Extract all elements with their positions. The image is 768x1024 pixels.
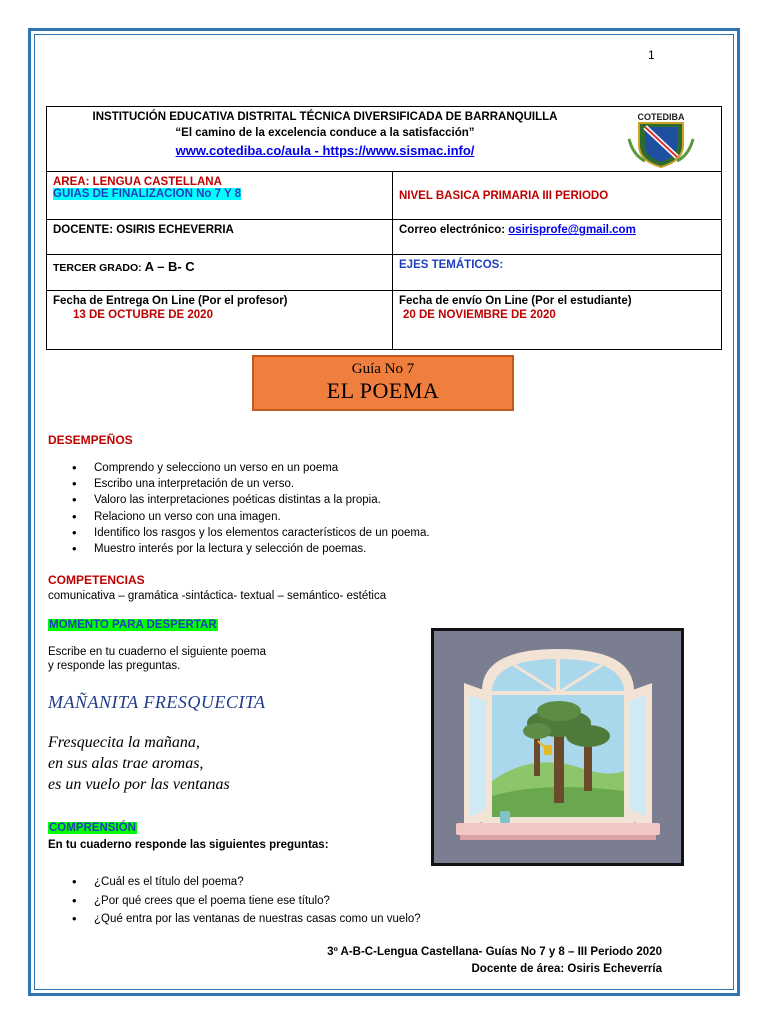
question-item: • ¿Por qué crees que el poema tiene ese título? bbox=[72, 892, 421, 911]
question-list bbox=[72, 873, 421, 929]
grade-cell bbox=[47, 254, 393, 290]
list-item: • Valoro las interpretaciones poéticas distintas a la propia. bbox=[72, 492, 430, 508]
list-item: • Relaciono un verso con una imagen. bbox=[72, 509, 430, 525]
grade-label: TERCER GRADO: bbox=[53, 261, 145, 274]
poem-body bbox=[48, 732, 230, 795]
desempenos-list bbox=[72, 460, 430, 557]
delivery-date: 13 DE OCTUBRE DE 2020 bbox=[73, 309, 213, 322]
comprension-title: COMPRENSIÓN bbox=[49, 822, 136, 834]
momento-title: MOMENTO PARA DESPERTAR bbox=[49, 619, 217, 631]
momento-line-1: Escribe en tu cuaderno el siguiente poema bbox=[48, 646, 267, 658]
desempenos-title: DESEMPEÑOS bbox=[48, 433, 133, 447]
page-footer bbox=[327, 944, 662, 978]
page-number: 1 bbox=[648, 48, 655, 62]
level-cell bbox=[393, 171, 722, 220]
logo-text: COTEDIBA bbox=[637, 112, 685, 122]
area-label: AREA: LENGUA CASTELLANA bbox=[53, 175, 222, 188]
institution-header bbox=[47, 107, 722, 172]
email-link[interactable]: osirisprofe@gmail.com bbox=[508, 224, 636, 237]
level-label: NIVEL BASICA PRIMARIA III PERIODO bbox=[399, 189, 609, 202]
teacher-label: DOCENTE: OSIRIS ECHEVERRIA bbox=[53, 224, 234, 237]
send-label: Fecha de envío On Line (Por el estudiante) bbox=[399, 295, 632, 308]
themes-label: EJES TEMÁTICOS: bbox=[399, 258, 504, 271]
list-item: • Escribo una interpretación de un verso. bbox=[72, 476, 430, 492]
guides-label: GUIAS DE FINALIZACION No 7 Y 8 bbox=[53, 187, 242, 200]
poem-line: Fresquecita la mañana, bbox=[48, 734, 200, 751]
momento-line-2: y responde las preguntas. bbox=[48, 660, 181, 672]
poem-line: en sus alas trae aromas, bbox=[48, 755, 204, 772]
institution-motto: “El camino de la excelencia conduce a la satisfacción” bbox=[175, 127, 475, 139]
competencias-text: comunicativa – gramática -sintáctica- textual – semántico- estética bbox=[48, 590, 387, 602]
window-scene-image bbox=[434, 631, 681, 863]
momento-instructions bbox=[48, 645, 266, 673]
institution-name: INSTITUCIÓN EDUCATIVA DISTRITAL TÉCNICA DIVERSIFICADA DE BARRANQUILLA bbox=[92, 111, 558, 123]
delivery-cell bbox=[47, 291, 393, 350]
guide-number: Guía No 7 bbox=[351, 361, 415, 377]
themes-cell bbox=[393, 254, 722, 290]
send-date: 20 DE NOVIEMBRE DE 2020 bbox=[403, 309, 556, 322]
teacher-cell bbox=[47, 220, 393, 254]
grade-letters: A – B- C bbox=[144, 258, 195, 274]
institution-links[interactable]: www.cotediba.co/aula - https://www.sismac.info/ bbox=[175, 143, 475, 158]
question-item: • ¿Cuál es el título del poema? bbox=[72, 873, 421, 892]
area-cell bbox=[47, 171, 393, 220]
footer-line-2: Docente de área: Osiris Echeverría bbox=[471, 963, 662, 975]
competencias-title: COMPETENCIAS bbox=[48, 573, 145, 587]
send-cell bbox=[393, 291, 722, 350]
footer-line-1: 3º A-B-C-Lengua Castellana- Guías No 7 y 8 – III Periodo 2020 bbox=[327, 946, 662, 958]
email-label: Correo electrónico: bbox=[399, 224, 509, 237]
list-item: • Comprendo y selecciono un verso en un poema bbox=[72, 460, 430, 476]
list-item: • Muestro interés por la lectura y selección de poemas. bbox=[72, 541, 430, 557]
cotediba-logo bbox=[615, 109, 707, 169]
poem-line: es un vuelo por las ventanas bbox=[48, 776, 230, 793]
comprension-intro: En tu cuaderno responde las siguientes preguntas: bbox=[48, 839, 329, 851]
header-table bbox=[46, 106, 722, 350]
guide-title: EL POEMA bbox=[326, 378, 440, 403]
guide-title-box bbox=[252, 355, 514, 411]
list-item: • Identifico los rasgos y los elementos característicos de un poema. bbox=[72, 525, 430, 541]
window-illustration bbox=[431, 628, 684, 866]
delivery-label: Fecha de Entrega On Line (Por el profesor) bbox=[53, 295, 288, 308]
email-cell bbox=[393, 220, 722, 254]
question-item: • ¿Qué entra por las ventanas de nuestras casas como un vuelo? bbox=[72, 910, 421, 929]
poem-title: MAÑANITA FRESQUECITA bbox=[48, 692, 266, 712]
